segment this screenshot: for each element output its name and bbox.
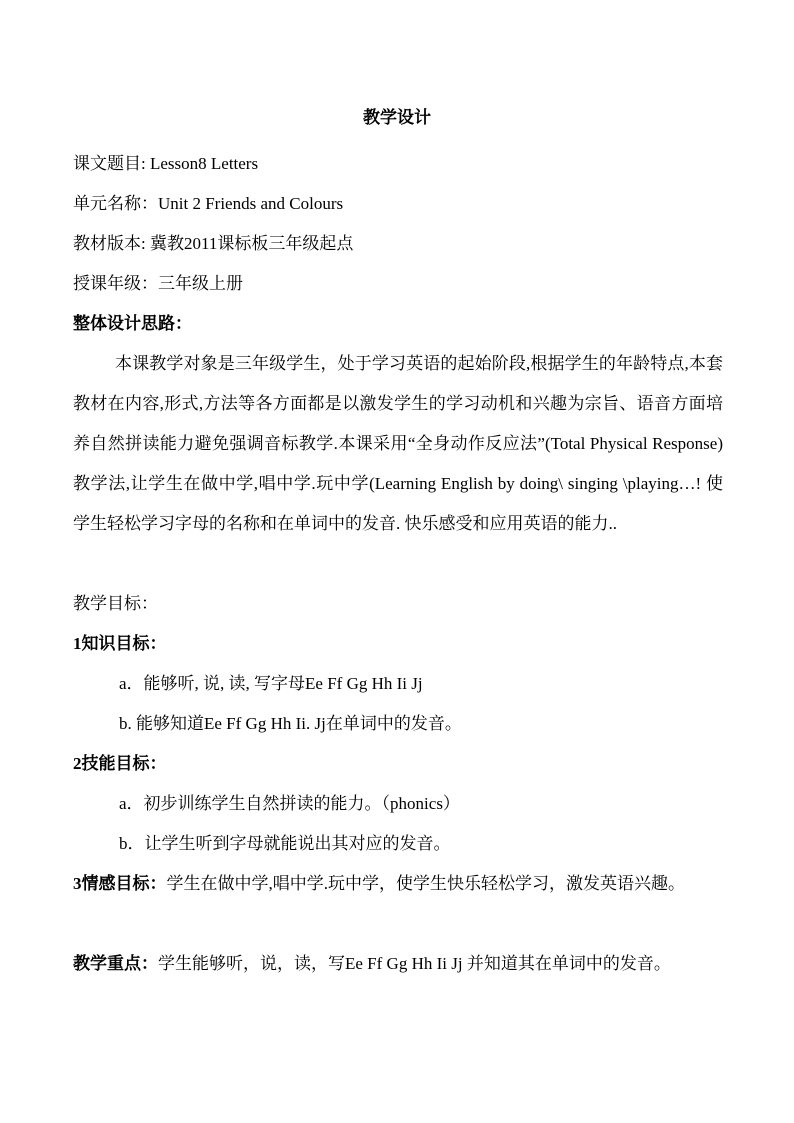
knowledge-objective-heading: 1知识目标：	[73, 634, 167, 653]
knowledge-objective-a: a．能够听, 说, 读, 写字母Ee Ff Gg Hh Ii Jj	[119, 674, 423, 693]
teaching-focus-text: 学生能够听，说，读，写Ee Ff Gg Hh Ii Jj 并知道其在单词中的发音。	[158, 954, 671, 973]
emotion-objective	[73, 864, 723, 904]
design-approach-heading: 整体设计思路：	[73, 314, 192, 333]
skill-objective-b: b．让学生听到字母就能说出其对应的发音。	[119, 834, 451, 853]
objectives-heading: 教学目标：	[73, 594, 158, 613]
teaching-focus	[73, 944, 723, 984]
design-approach-paragraph: 本课教学对象是三年级学生，处于学习英语的起始阶段,根据学生的年龄特点,本套教材在内容,形式,方法等各方面都是以激发学生的学习动机和兴趣为宗旨、语音方面培养自然拼读能力避免强调音标教学.本课采用“全身动作反应法”(Total Physical Response) 教学法,让学生在做中学,唱中学.玩中学(Learning English by doing\ singing \playing…! 使学生轻松学习字母的名称和在单词中的发音. 快乐感受和应用英语的能力..	[73, 354, 723, 533]
skill-objective-a: a．初步训练学生自然拼读的能力。（phonics）	[119, 794, 460, 813]
unit-name-field: 单元名称：Unit 2 Friends and Colours	[73, 194, 344, 213]
teaching-focus-heading: 教学重点：	[73, 954, 158, 973]
grade-field: 授课年级：三年级上册	[73, 274, 243, 293]
document-title: 教学设计	[363, 108, 431, 127]
textbook-edition-field: 教材版本: 冀教2011课标板三年级起点	[73, 234, 354, 253]
emotion-objective-heading: 3情感目标：	[73, 874, 167, 893]
emotion-objective-text: 学生在做中学,唱中学.玩中学，使学生快乐轻松学习，激发英语兴趣。	[166, 874, 685, 893]
knowledge-objective-b: b. 能够知道Ee Ff Gg Hh Ii. Jj在单词中的发音。	[119, 714, 462, 733]
skill-objective-heading: 2技能目标：	[73, 754, 167, 773]
lesson-title-field: 课文题目: Lesson8 Letters	[73, 154, 259, 173]
